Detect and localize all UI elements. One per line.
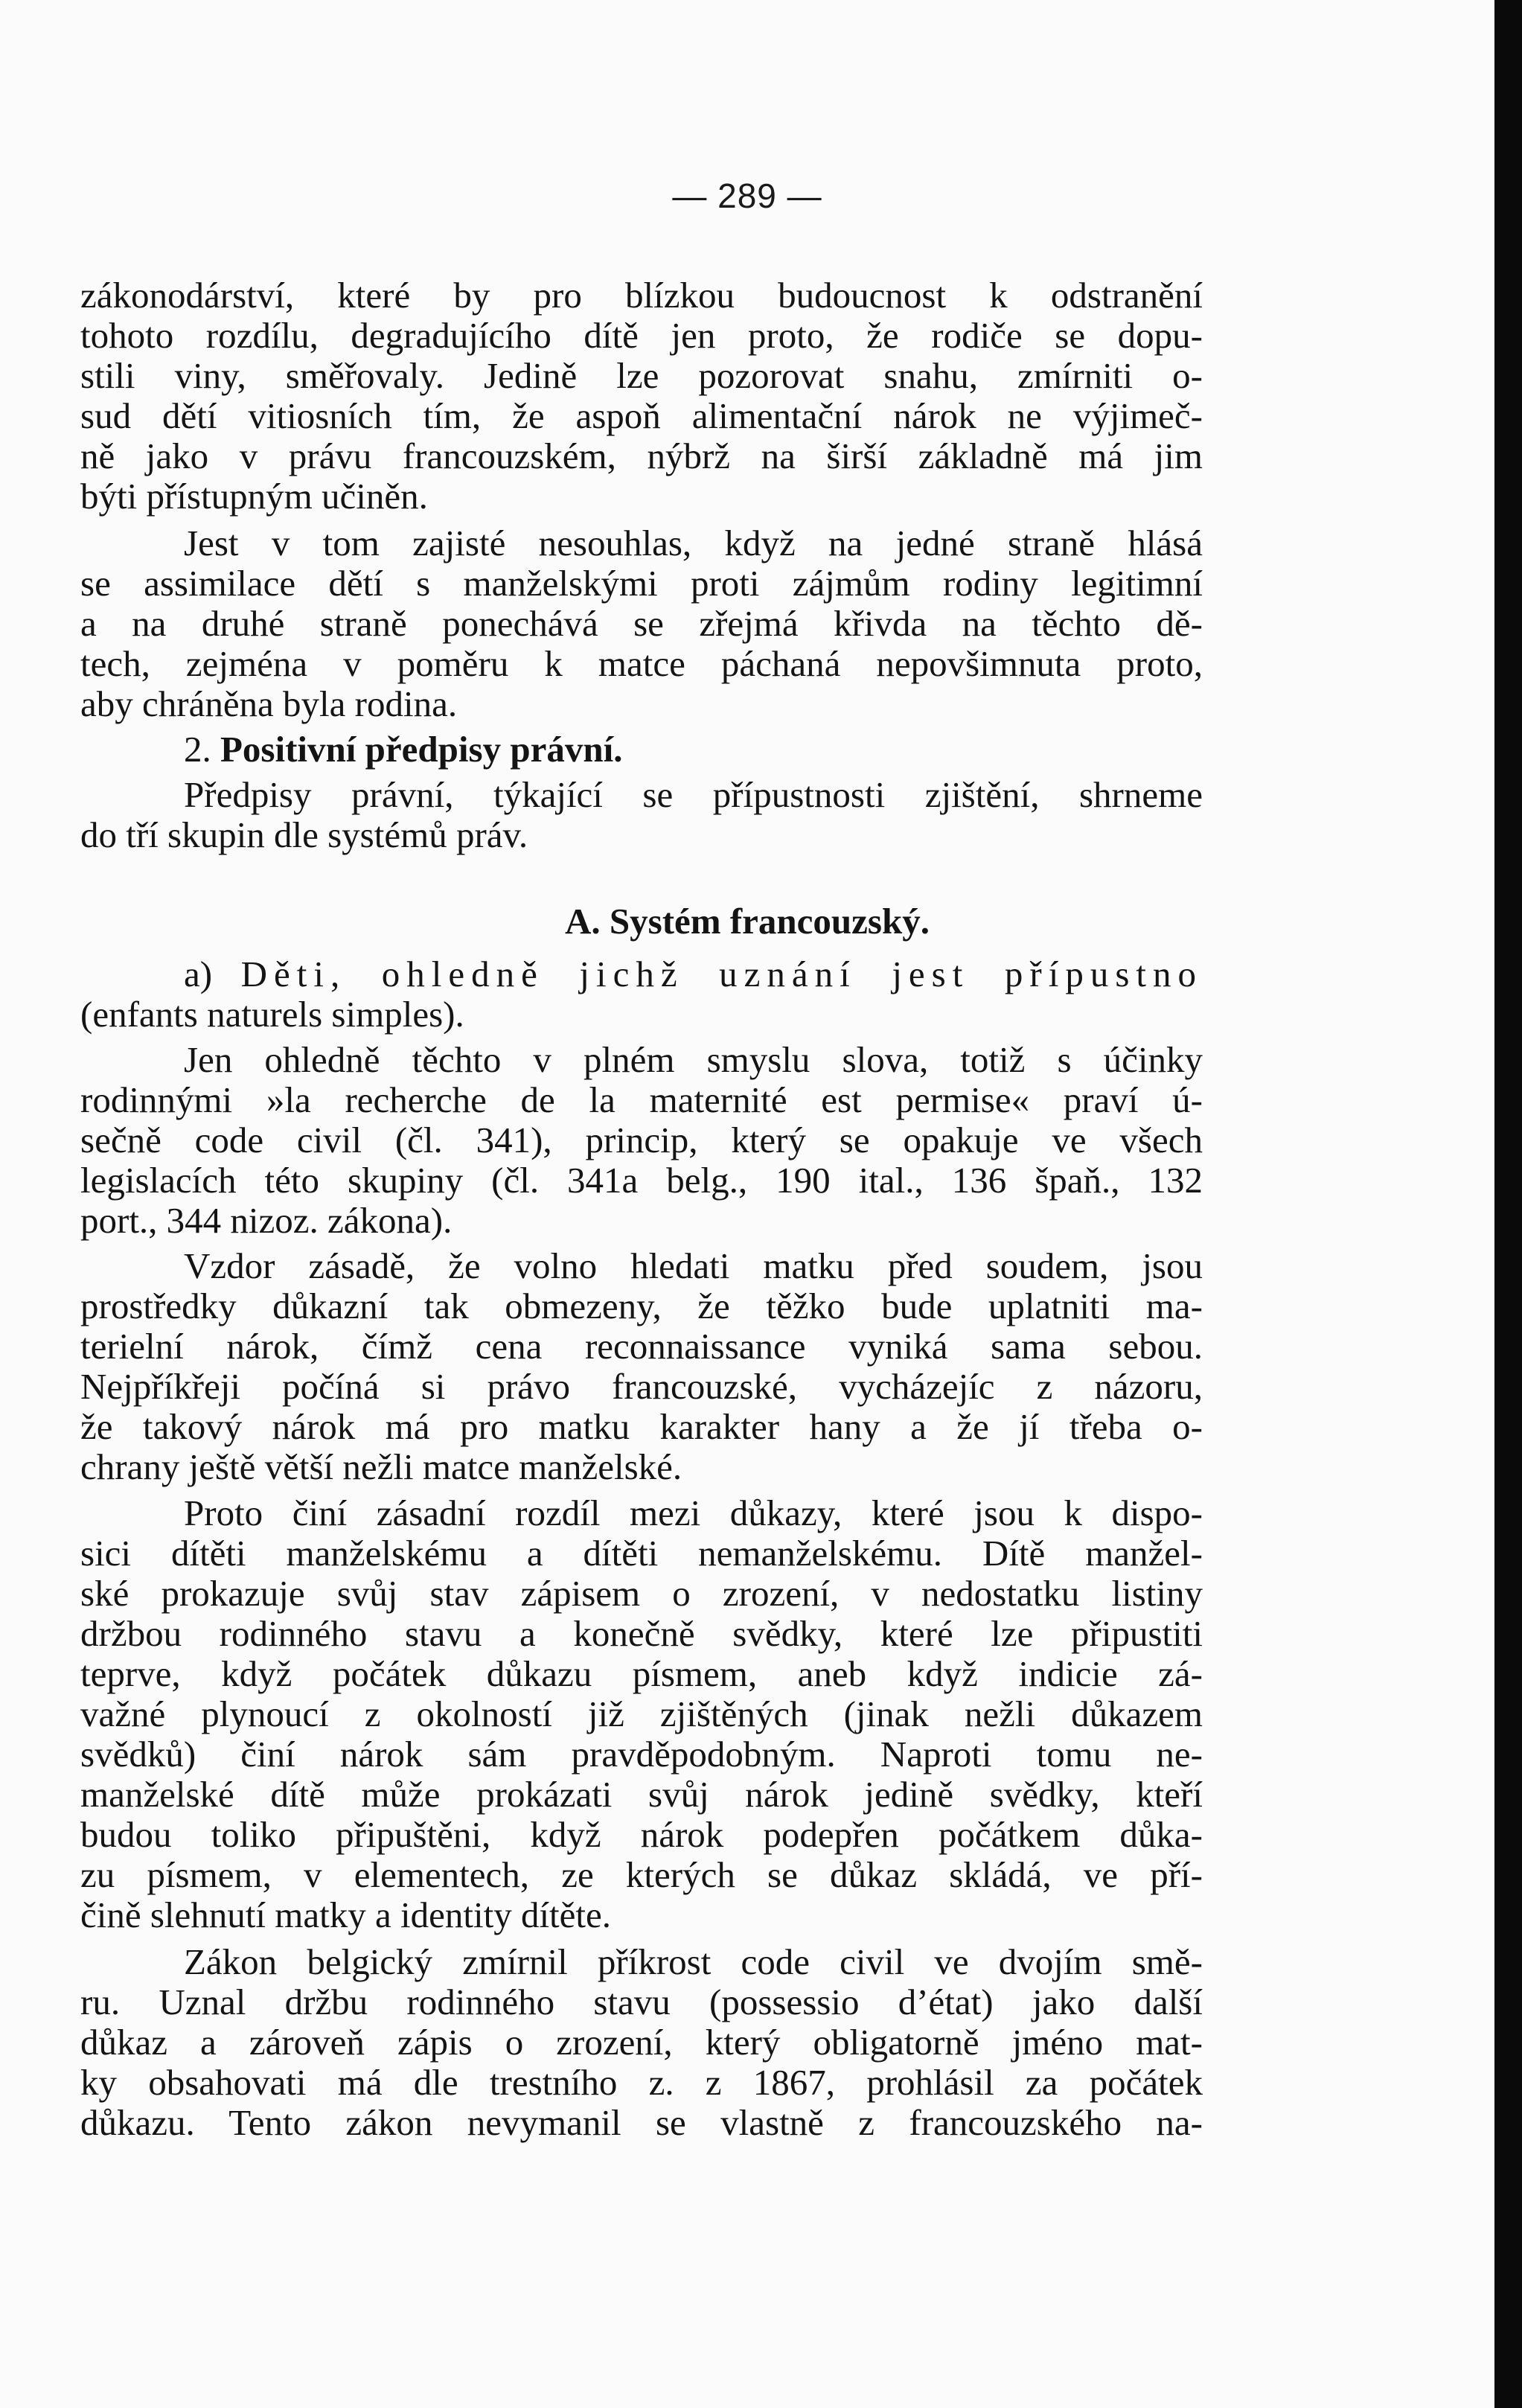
text-line: ru. Uznal držbu rodinného stavu (possessio d’état) jako další: [80, 1981, 1203, 2022]
text-line: važné plynoucí z okolností již zjištěných (jinak nežli důkazem: [80, 1693, 1203, 1734]
text-line: Vzdor zásadě, že volno hledati matku před soudem, jsou: [184, 1245, 1203, 1286]
text-line: manželské dítě může prokázati svůj nárok jedině svědky, kteří: [80, 1774, 1203, 1815]
text-line: a na druhé straně ponechává se zřejmá křivda na těchto dě-: [80, 603, 1203, 644]
text-line: tech, zejména v poměru k matce páchaná nepovšimnuta proto,: [80, 643, 1203, 684]
text-line: Jen ohledně těchto v plném smyslu slova, totiž s účinky: [184, 1039, 1203, 1080]
text-line: budou toliko připuštěni, když nárok podepřen počátkem důka-: [80, 1814, 1203, 1855]
text-line: ky obsahovati má dle trestního z. z 1867, prohlásil za počátek: [80, 2062, 1203, 2103]
text-line: zákonodárství, které by pro blízkou budoucnost k odstranění: [80, 275, 1203, 316]
text-line: ské prokazuje svůj stav zápisem o zrození, v nedostatku listiny: [80, 1573, 1203, 1614]
section-number: 2.: [184, 729, 211, 770]
text-line: stili viny, směřovaly. Jedině lze pozorovat snahu, zmírniti o-: [80, 355, 1203, 396]
text-line: se assimilace dětí s manželskými proti zájmům rodiny legitimní: [80, 563, 1203, 604]
text-line: sici dítěti manželskému a dítěti nemanželskému. Dítě manžel-: [80, 1533, 1203, 1574]
text-line: chrany ještě větší nežli matce manželské.: [80, 1446, 682, 1487]
text-line: terielní nárok, čímž cena reconnaissance vyniká sama sebou.: [80, 1326, 1203, 1367]
heading-a: A. Systém francouzský.: [565, 901, 930, 942]
text-line: Jest v tom zajisté nesouhlas, když na jedné straně hlásá: [184, 523, 1203, 563]
subheading-prefix: a): [184, 954, 213, 994]
text-line: držbou rodinného stavu a konečně svědky, které lze připustiti: [80, 1613, 1203, 1654]
text-line: důkazu. Tento zákon nevymanil se vlastně z francouzského na-: [80, 2102, 1203, 2143]
subheading-spaced-text: Děti, ohledně jichž uznání jest přípustno: [240, 954, 1203, 994]
text-line: prostředky důkazní tak obmezeny, že těžko bude uplatniti ma-: [80, 1286, 1203, 1326]
text-line: zu písmem, v elementech, ze kterých se důkaz skládá, ve pří-: [80, 1854, 1203, 1895]
text-line: (enfants naturels simples).: [80, 994, 464, 1035]
text-line: teprve, když počátek důkazu písmem, aneb když indicie zá-: [80, 1653, 1203, 1694]
scan-border: [1494, 0, 1522, 2408]
subheading-a: [184, 954, 1203, 994]
text-line: Zákon belgický zmírnil příkrost code civil ve dvojím smě-: [184, 1941, 1203, 1982]
text-line: rodinnými »la recherche de la maternité est permise« praví ú-: [80, 1079, 1203, 1120]
text-line: Předpisy právní, týkající se přípustnosti zjištění, shrneme: [184, 774, 1203, 815]
text-line: ně jako v právu francouzském, nýbrž na širší základně má jim: [80, 435, 1203, 476]
text-line: legislacích této skupiny (čl. 341a belg., 190 ital., 136 špaň., 132: [80, 1160, 1203, 1201]
text-line: sud dětí vitiosních tím, že aspoň alimentační nárok ne výjimeč-: [80, 395, 1203, 436]
text-line: Nejpříkřeji počíná si právo francouzské, vycházejíc z názoru,: [80, 1366, 1203, 1407]
text-line: býti přístupným učiněn.: [80, 476, 428, 517]
page-number: — 289 —: [672, 176, 822, 215]
text-line: aby chráněna byla rodina.: [80, 683, 458, 724]
text-line: čině slehnutí matky a identity dítěte.: [80, 1894, 612, 1935]
text-line: svědků) činí nárok sám pravděpodobným. Naproti tomu ne-: [80, 1734, 1203, 1775]
section-title: Positivní předpisy právní.: [220, 729, 623, 770]
text-line: Proto činí zásadní rozdíl mezi důkazy, které jsou k dispo-: [184, 1492, 1203, 1533]
text-line: tohoto rozdílu, degradujícího dítě jen proto, že rodiče se dopu-: [80, 315, 1203, 356]
text-line: sečně code civil (čl. 341), princip, který se opakuje ve všech: [80, 1120, 1203, 1160]
text-line: že takový nárok má pro matku karakter hany a že jí třeba o-: [80, 1406, 1203, 1447]
section-heading: [184, 729, 1203, 770]
text-line: do tří skupin dle systémů práv.: [80, 814, 528, 855]
text-line: port., 344 nizoz. zákona).: [80, 1200, 453, 1241]
text-line: důkaz a zároveň zápis o zrození, který obligatorně jméno mat-: [80, 2022, 1203, 2063]
